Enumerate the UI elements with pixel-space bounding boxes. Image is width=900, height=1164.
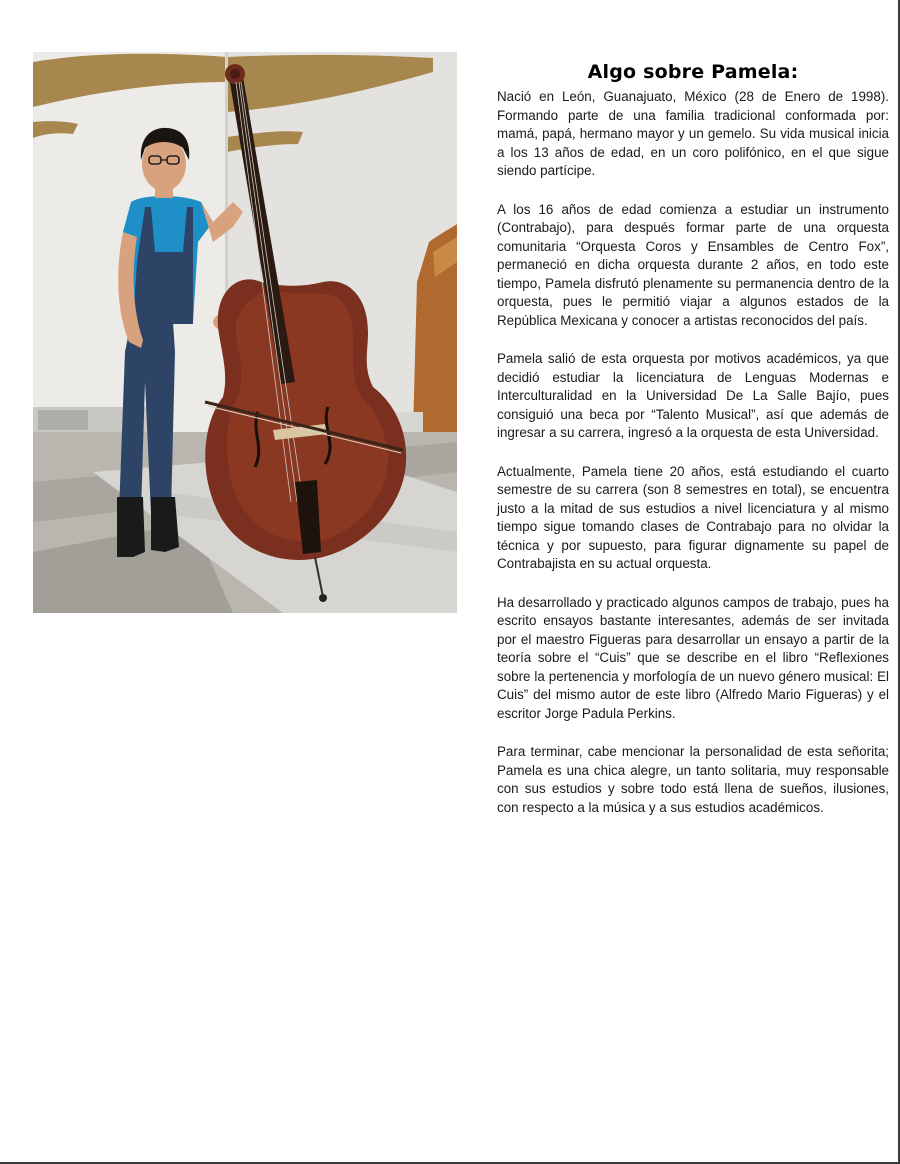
article-title: Algo sobre Pamela: xyxy=(587,61,799,83)
paragraph-birth: Nació en León, Guanajuato, México (28 de Enero de 1998). Formando parte de una familia tradicional conformada por: mamá, papá, hermano mayor y un gemelo. Su vida musical inicia a los 13 años de edad, en un coro polifónico, en el que sigue siendo partícipe. xyxy=(497,89,889,178)
portrait-photo xyxy=(33,52,457,613)
paragraph-personality: Para terminar, cabe mencionar la personalidad de esta señorita; Pamela es una chica alegre, un tanto solitaria, muy responsable con sus estudios y sobre todo está llena de sueños, ilusiones, con respecto a la música y a sus estudios académicos. xyxy=(497,744,889,815)
paragraph-essays: Ha desarrollado y practicado algunos campos de trabajo, pues ha escrito ensayos bastante interesantes, además de ser invitada por el maestro Figueras para desarrollar un ensayo a partir de la teoría sobre el “Cuis” que se describe en el libro “Reflexiones sobre la pertenencia y morfología de un nuevo género musical: El Cuis” del mismo autor de este libro (Alfredo Mario Figueras) y el escritor Jorge Padula Perkins. xyxy=(497,594,889,721)
paragraph-contrabass: A los 16 años de edad comienza a estudiar un instrumento (Contrabajo), para después formar parte de una orquesta comunitaria “Orquesta Coros y Ensambles de Centro Fox”, permaneció en dicha orquesta durante 2 años, en todo este tiempo, Pamela disfrutó plenamente su permanencia dentro de la orquesta, pues le permitió viajar a algunos estados de la República Mexicana y conocer a artistas reconocidos del país. xyxy=(497,201,889,328)
paragraph-university: Pamela salió de esta orquesta por motivos académicos, ya que decidió estudiar la licenciatura de Lenguas Modernas e Interculturalidad en la Universidad De La Salle Bajío, pues consiguió una beca por “Talento Musical”, así que además de ingresar a su carrera, ingresó a la orquesta de esta Universidad. xyxy=(497,351,889,440)
paragraph-current: Actualmente, Pamela tiene 20 años, está estudiando el cuarto semestre de su carrera (son 8 semestres en total), se encuentra justo a la mitad de sus estudios a nivel licenciatura y al mismo tiempo sigue tomando clases de Contrabajo para no olvidar la técnica y por supuesto, para figurar dignamente su papel de Contrabajista en su actual orquesta. xyxy=(497,463,889,571)
article xyxy=(497,60,889,837)
